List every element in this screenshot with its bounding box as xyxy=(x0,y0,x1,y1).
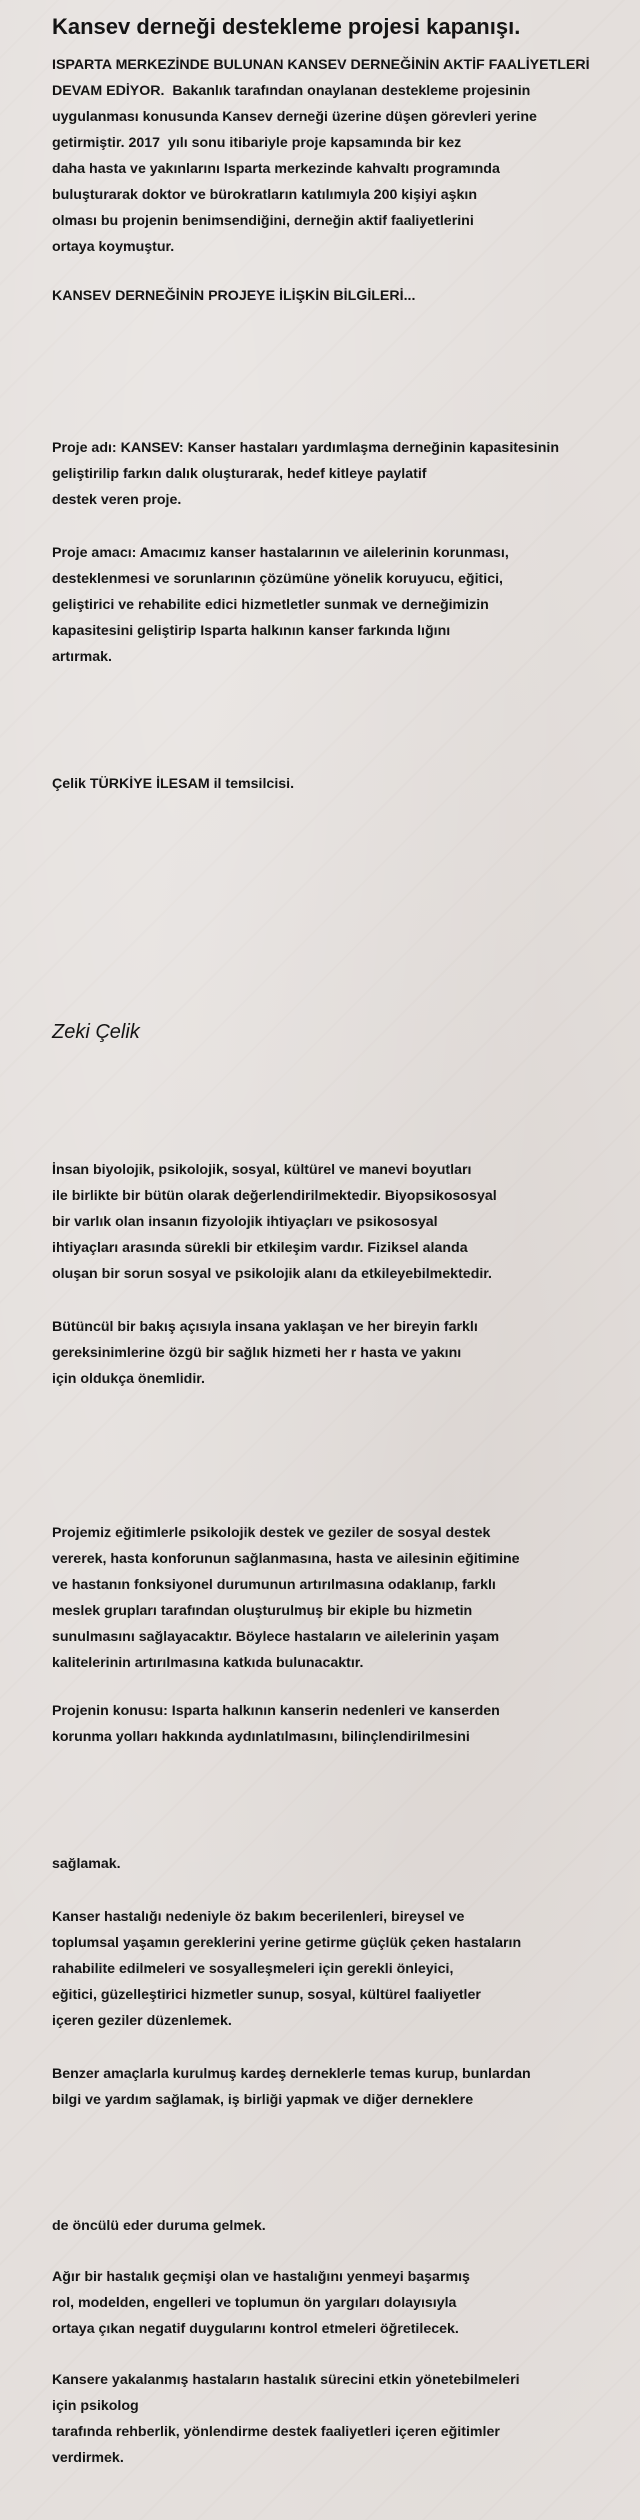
serious-illness-paragraph: Ağır bir hastalık geçmişi olan ve hastalığını yenmeyi başarmış rol, modelden, engelleri ve toplumun ön yargıları dolayısıyla ortaya çıkan negatif duygularını kontrol etmeleri öğretilecek. xyxy=(52,2269,470,2337)
providing-line: sağlamak. xyxy=(52,1856,121,1872)
representative-line: Çelik TÜRKİYE İLESAM il temsilcisi. xyxy=(52,776,295,792)
project-purpose-paragraph: Proje amacı: Amacımız kanser hastalarının ve ailelerinin korunması, desteklenmesi ve sorunlarının çözümüne yönelik koruyucu, eğitici, geliştirici ve rehabilite edici hizmetletler sunmak ve derneğimizin kapasitesini geliştirip Isparta halkının kanser farkında lığını artırmak. xyxy=(52,545,509,665)
project-info-heading: KANSEV DERNEĞİNİN PROJEYE İLİŞKİN BİLGİLERİ... xyxy=(52,288,416,304)
pioneer-line: de öncülü eder duruma gelmek. xyxy=(52,2218,266,2234)
article-title: Kansev derneği destekleme projesi kapanışı. xyxy=(52,14,521,39)
author-signature: Zeki Çelik xyxy=(52,1021,140,1043)
project-name-paragraph: Proje adı: KANSEV: Kanser hastaları yardımlaşma derneğinin kapasitesinin geliştirilip farkın dalık oluşturarak, hedef kitleye paylatif destek veren proje. xyxy=(52,440,559,508)
self-care-paragraph: Kanser hastalığı nedeniyle öz bakım becerilenleri, bireysel ve toplumsal yaşamın gereklerini yerine getirme güçlük çeken hastaların rahabilite edilmeleri ve sosyalleşmeleri için gerekli önleyici, eğitici, güzelleştirici hizmetler sunup, sosyal, kültürel faaliyetler içeren geziler düzenlemek. xyxy=(52,1909,522,2029)
biopsychosocial-paragraph: İnsan biyolojik, psikolojik, sosyal, kültürel ve manevi boyutları ile birlikte bir bütün olarak değerlendirilmektedir. Biyopsikososyal bir varlık olan insanın fizyolojik ihtiyaçları ve psikososyal ihtiyaçları arasında sürekli bir etkileşim vardır. Fiziksel alanda oluşan bir sorun sosyal ve psikolojik alanı da etkileyebilmektedir. xyxy=(52,1162,497,1282)
holistic-paragraph: Bütüncül bir bakış açısıyla insana yaklaşan ve her bireyin farklı gereksinimlerine özgü bir sağlık hizmeti her r hasta ve yakını için oldukça önemlidir. xyxy=(52,1319,478,1387)
training-paragraph: Kansere yakalanmış hastaların hastalık sürecini etkin yönetebilmeleri için psikolog tarafında rehberlik, yönlendirme destek faaliyetleri içeren eğitimler verdirmek. xyxy=(52,2372,520,2466)
project-scope-paragraph: Projemiz eğitimlerle psikolojik destek ve geziler de sosyal destek vererek, hasta konforunun sağlanmasına, hasta ve ailesinin eğitimine ve hastanın fonksiyonel durumunun artırılmasına odaklanıp, farklı meslek grupları tarafından oluşturulmuş bir ekiple bu hizmetin sunulmasını sağlayacaktır. Böylece hastaların ve ailelerinin yaşam kalitelerinin artırılmasına katkıda bulunacaktır. xyxy=(52,1525,520,1671)
intro-paragraph: ISPARTA MERKEZİNDE BULUNAN KANSEV DERNEĞİNİN AKTİF FAALİYETLERİ DEVAM EDİYOR. Bakanlık tarafından onaylanan destekleme projesinin uygulanması konusunda Kansev derneği üzerine düşen görevleri yerine getirmiştir. 2017 yılı sonu itibariyle proje kapsamında bir kez daha hasta ve yakınlarını Isparta merkezinde kahvaltı programında buluşturarak doktor ve bürokratların katılımıyla 200 kişiyi aşkın olması bu projenin benimsendiğini, derneğin aktif faaliyetlerini ortaya koymuştur. xyxy=(52,57,590,255)
cooperation-paragraph: Benzer amaçlarla kurulmuş kardeş derneklerle temas kurup, bunlardan bilgi ve yardım sağlamak, iş birliği yapmak ve diğer derneklere xyxy=(52,2066,531,2108)
project-subject-paragraph: Projenin konusu: Isparta halkının kanserin nedenleri ve kanserden korunma yolları hakkında aydınlatılmasını, bilinçlendirilmesini xyxy=(52,1703,500,1745)
